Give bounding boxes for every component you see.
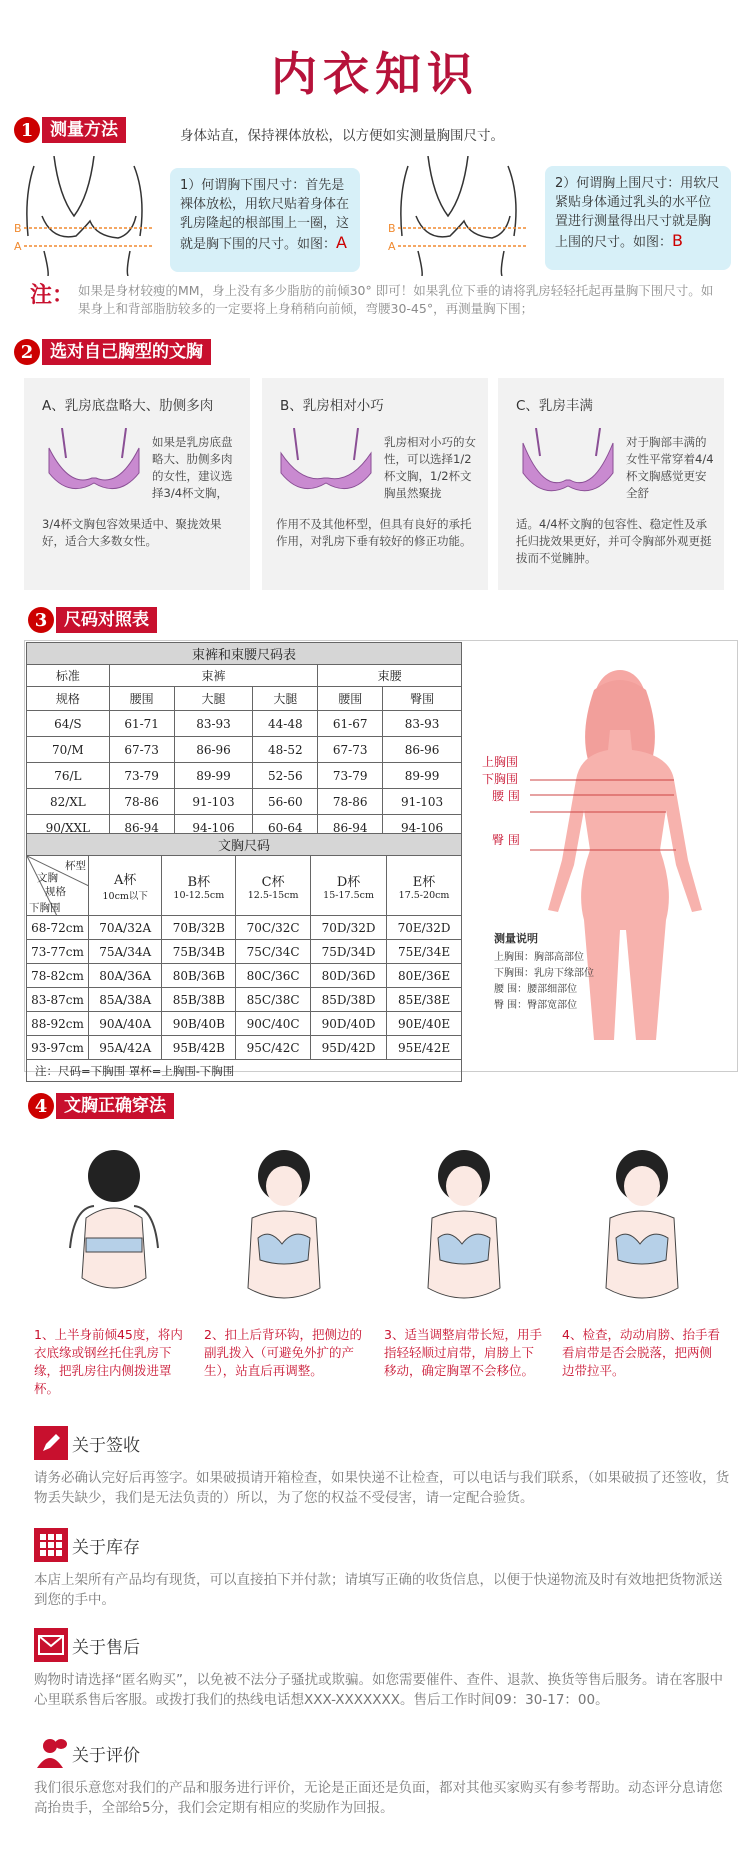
table-cell: 80C/36C: [236, 964, 311, 988]
bubble-underbust: [170, 168, 360, 272]
fig-desc: 腰 围：腰部细部位: [494, 984, 578, 995]
table-cell: 85C/38C: [236, 988, 311, 1012]
table-cell: 83-93: [383, 711, 462, 737]
label-b: B: [388, 222, 396, 235]
table-title: 文胸尺码: [27, 834, 462, 856]
label-a: A: [14, 240, 22, 253]
table-cell: 85E/38E: [387, 988, 462, 1012]
card-title: A、乳房底盘略大、肋侧多肉: [42, 398, 214, 414]
table-cell: 94-106: [174, 815, 253, 841]
table-row: [27, 1012, 462, 1036]
table-cell: 91-103: [174, 789, 253, 815]
table-row: [27, 964, 462, 988]
table-row: [27, 763, 462, 789]
table-cell: 44-48: [253, 711, 318, 737]
cup-name: C杯: [261, 874, 285, 890]
header-standard: 标准: [27, 665, 110, 687]
table-cell: 90E/40E: [387, 1012, 462, 1036]
section-4-header: [28, 1092, 174, 1120]
section-number: 3: [28, 607, 54, 633]
table-cell: 90/XXL: [27, 815, 110, 841]
info-title: 关于评价: [72, 1745, 140, 1766]
table-cell: 93-97cm: [27, 1036, 89, 1060]
table-row: [27, 711, 462, 737]
table-cell: 70E/32D: [387, 916, 462, 940]
table-cell: 90D/40D: [311, 1012, 387, 1036]
table-cell: 73-79: [109, 763, 174, 789]
section-3-header: [28, 606, 157, 634]
info-heading: [34, 1426, 734, 1460]
table-cell: 78-86: [318, 789, 383, 815]
card-bottom-text: 3/4杯文胸包容效果适中、聚拢效果好，适合大多数女性。: [42, 517, 222, 548]
table-cell: 70C/32C: [236, 916, 311, 940]
card-bottom-text: 适。4/4杯文胸的包容性、稳定性及承托归拢效果更好，并可令胸部外观更挺拔而不觉臃肿。: [516, 517, 712, 565]
table-row: [27, 988, 462, 1012]
table-cell: 90B/40B: [162, 1012, 236, 1036]
label-a: A: [388, 240, 396, 253]
info-heading: [34, 1528, 734, 1562]
info-heading: [34, 1736, 734, 1770]
info-review: [34, 1736, 734, 1818]
table-cell: 61-71: [109, 711, 174, 737]
table-row: [27, 1036, 462, 1060]
cup-header: [236, 856, 311, 916]
measure-intro: 身体站直，保持裸体放松，以方便如实测量胸围尺寸。: [180, 128, 504, 144]
cup-range: 12.5-15cm: [247, 889, 299, 901]
table-cell: 60-64: [253, 815, 318, 841]
table-cell: 83-87cm: [27, 988, 89, 1012]
card-title: B、乳房相对小巧: [280, 398, 384, 414]
bubble-overbust-mark: B: [672, 231, 683, 250]
table-cell: 78-86: [109, 789, 174, 815]
torso-illustration-right: [388, 156, 538, 276]
step-2: [204, 1138, 364, 1378]
cup-name: A杯: [114, 873, 137, 888]
col-header: 腰围: [318, 687, 383, 711]
bra-icon: [518, 428, 618, 498]
table-cell: 76/L: [27, 763, 110, 789]
diagonal-header: [27, 856, 89, 916]
bubble-overbust-text: 2）何谓胸上围尺寸：用软尺紧贴身体通过乳头的水平位置进行测量得出尺寸就是胸上围的尺寸。如图：: [555, 176, 720, 250]
table-cell: 82/XL: [27, 789, 110, 815]
info-heading: [34, 1628, 734, 1662]
info-text: 我们很乐意您对我们的产品和服务进行评价，无论是正面还是负面，都对其他买家购买有参考帮助。动态评分息请您高抬贵手，全部给5分，我们会定期有相应的奖励作为回报。: [34, 1780, 723, 1816]
table-footnote: 注：尺码=下胸围 罩杯=上胸围-下胸围: [27, 1060, 462, 1082]
table-cell: 86-96: [383, 737, 462, 763]
table-cell: 86-94: [318, 815, 383, 841]
bra-card-b: [262, 378, 488, 590]
table-cell: 88-92cm: [27, 1012, 89, 1036]
cup-range: 10cm以下: [102, 891, 148, 902]
bra-icon: [276, 428, 376, 498]
table-cell: 70B/32B: [162, 916, 236, 940]
table-cell: 85B/38B: [162, 988, 236, 1012]
header-spec: 规格: [27, 687, 110, 711]
table-cell: 70D/32D: [311, 916, 387, 940]
cup-name: D杯: [336, 874, 361, 890]
bubble-underbust-mark: A: [336, 233, 347, 252]
step-illustration: [562, 1138, 722, 1328]
pen-icon: [34, 1426, 68, 1460]
card-title: C、乳房丰满: [516, 398, 593, 414]
mail-icon: [34, 1628, 68, 1662]
fig-desc: 下胸围：乳房下缘部位: [494, 968, 594, 979]
card-side-text: 如果是乳房底盘略大、肋侧多肉的女性，建议选择3/4杯文胸，: [152, 435, 233, 500]
table-cell: 89-99: [174, 763, 253, 789]
bra-icon: [44, 428, 144, 498]
step-3: [384, 1138, 544, 1378]
diag-label: 下胸围: [29, 902, 61, 914]
info-title: 关于签收: [72, 1435, 140, 1456]
measure-note: [30, 282, 720, 318]
col-header: 大腿: [253, 687, 318, 711]
bubble-underbust-text: 1）何谓胸下围尺寸：首先是裸体放松，用软尺贴着身体在乳房隆起的根部围上一圈，这就是胸下围的尺寸。如图：: [180, 178, 350, 252]
table-cell: 89-99: [383, 763, 462, 789]
step-illustration: [204, 1138, 364, 1328]
table-cell: 48-52: [253, 737, 318, 763]
fig-label: 腰 围: [492, 789, 520, 803]
fig-desc: 臀 围：臀部宽部位: [494, 1000, 578, 1011]
table-cell: 52-56: [253, 763, 318, 789]
table-cell: 75D/34D: [311, 940, 387, 964]
col-header: 大腿: [174, 687, 253, 711]
cup-range: 17.5-20cm: [398, 889, 450, 901]
table-cell: 78-82cm: [27, 964, 89, 988]
table-cell: 73-77cm: [27, 940, 89, 964]
fig-label: 臀 围: [492, 833, 520, 847]
table-cell: 86-94: [109, 815, 174, 841]
table-cell: 95E/42E: [387, 1036, 462, 1060]
table-cell: 61-67: [318, 711, 383, 737]
cup-header: [162, 856, 236, 916]
cup-range: 15-17.5cm: [323, 889, 374, 901]
section-label: 测量方法: [42, 117, 126, 143]
table-cell: 95B/42B: [162, 1036, 236, 1060]
fig-label: 上胸围: [482, 755, 519, 769]
card-bottom-text: 作用不及其他杯型，但具有良好的承托作用，对乳房下垂有较好的修正功能。: [276, 517, 472, 548]
table-cell: 86-96: [174, 737, 253, 763]
section-label: 选对自己胸型的文胸: [42, 339, 211, 365]
info-signing: [34, 1426, 734, 1508]
group-header: 束腰: [318, 665, 462, 687]
table-cell: 70/M: [27, 737, 110, 763]
step-1: [34, 1138, 194, 1396]
step-4: [562, 1138, 722, 1378]
table-cell: 80B/36B: [162, 964, 236, 988]
table-row: [27, 737, 462, 763]
table-cell: 68-72cm: [27, 916, 89, 940]
cup-range: 10-12.5cm: [173, 889, 225, 901]
info-text: 购物时请选择“匿名购买”，以免被不法分子骚扰或欺骗。如您需要催件、查件、退款、换货等售后服务。请在客服中心里联系售后客服。或拨打我们的热线电话想XXX-XXXXXXX。售后工作时间09：30-17：00。: [34, 1672, 723, 1708]
step-illustration: [34, 1138, 194, 1328]
section-label: 文胸正确穿法: [56, 1093, 174, 1119]
table-cell: 80A/36A: [89, 964, 162, 988]
grid-icon: [34, 1528, 68, 1562]
table-cell: 80D/36D: [311, 964, 387, 988]
table-cell: 67-73: [318, 737, 383, 763]
table-cell: 91-103: [383, 789, 462, 815]
body-figure: [470, 650, 732, 1050]
section-number: 1: [14, 117, 40, 143]
step-text: 3、适当调整肩带长短，用手指轻轻顺过肩带，肩膀上下移动，确定胸罩不会移位。: [384, 1327, 542, 1378]
bra-size-table: [26, 833, 462, 1082]
table-cell: 73-79: [318, 763, 383, 789]
table-row: [27, 916, 462, 940]
info-stock: [34, 1528, 734, 1610]
section-2-header: [14, 338, 211, 366]
table-cell: 80E/36E: [387, 964, 462, 988]
table-title: 束裤和束腰尺码表: [27, 643, 462, 665]
cup-header: [387, 856, 462, 916]
col-header: 腰围: [109, 687, 174, 711]
table-cell: 90A/40A: [89, 1012, 162, 1036]
card-side-text: 乳房相对小巧的女性，可以选择1/2杯文胸，1/2杯文胸虽然聚拢: [384, 435, 476, 500]
card-side-text: 对于胸部丰满的女性平常穿着4/4杯文胸感觉更安全舒: [626, 435, 714, 500]
note-head: 注：: [30, 283, 75, 308]
shapewear-size-table: [26, 642, 462, 841]
table-cell: 64/S: [27, 711, 110, 737]
fig-caption: 测量说明: [494, 932, 538, 945]
diag-label: 文胸: [37, 872, 58, 884]
table-cell: 67-73: [109, 737, 174, 763]
fig-label: 下胸围: [482, 772, 519, 786]
section-1-header: [14, 116, 126, 144]
bra-card-a: [24, 378, 250, 590]
section-label: 尺码对照表: [56, 607, 157, 633]
table-cell: 75B/34B: [162, 940, 236, 964]
cup-header: [89, 856, 162, 916]
torso-illustration-left: [14, 156, 164, 276]
table-cell: 95A/42A: [89, 1036, 162, 1060]
info-text: 本店上架所有产品均有现货，可以直接拍下并付款；请填写正确的收货信息，以便于快递物流及时有效地把货物派送到您的手中。: [34, 1572, 723, 1608]
section-number: 2: [14, 339, 40, 365]
cup-header: [311, 856, 387, 916]
diag-label: 规格: [45, 886, 66, 898]
table-cell: 85D/38D: [311, 988, 387, 1012]
cup-name: E杯: [412, 874, 436, 890]
fig-desc: 上胸围：胸部高部位: [494, 952, 584, 963]
info-title: 关于售后: [72, 1637, 140, 1658]
step-text: 2、扣上后背环钩，把侧边的副乳拨入（可避免外扩的产生），站直后再调整。: [204, 1327, 362, 1378]
table-cell: 75E/34E: [387, 940, 462, 964]
step-text: 1、上半身前倾45度，将内衣底缘或钢丝托住乳房下缘，把乳房往内侧拨进罩杯。: [34, 1327, 183, 1396]
table-cell: 83-93: [174, 711, 253, 737]
user-icon: [34, 1736, 68, 1770]
label-b: B: [14, 222, 22, 235]
step-text: 4、检查，动动肩膀、抬手看看肩带是否会脱落，把两侧边带拉平。: [562, 1327, 720, 1378]
table-cell: 75A/34A: [89, 940, 162, 964]
table-cell: 95D/42D: [311, 1036, 387, 1060]
table-row: [27, 789, 462, 815]
info-title: 关于库存: [72, 1537, 140, 1558]
table-cell: 85A/38A: [89, 988, 162, 1012]
section-number: 4: [28, 1093, 54, 1119]
page-title: 内衣知识: [271, 47, 479, 101]
table-cell: 75C/34C: [236, 940, 311, 964]
table-cell: 95C/42C: [236, 1036, 311, 1060]
col-header: 臀围: [383, 687, 462, 711]
table-cell: 56-60: [253, 789, 318, 815]
diag-label: 杯型: [65, 860, 86, 872]
note-text: 如果是身材较瘦的MM，身上没有多少脂肪的前倾30° 即可！如果乳位下垂的请将乳房轻轻托起再量胸下围尺寸。如果身上和背部脂肪较多的一定要将上身稍稍向前倾，弯腰30-45°，再测量胸下围；: [78, 283, 714, 316]
table-cell: 90C/40C: [236, 1012, 311, 1036]
group-header: 束裤: [109, 665, 318, 687]
table-cell: 70A/32A: [89, 916, 162, 940]
info-text: 请务必确认完好后再签字。如果破损请开箱检查，如果快递不让检查，可以电话与我们联系，（如果破损了还签收，货物丢失缺少，我们是无法负责的）所以，为了您的权益不受侵害，请一定配合验货。: [34, 1470, 730, 1506]
table-cell: 94-106: [383, 815, 462, 841]
step-illustration: [384, 1138, 544, 1328]
info-aftersales: [34, 1628, 734, 1710]
table-row: [27, 940, 462, 964]
bubble-overbust: [545, 166, 731, 270]
cup-name: B杯: [187, 874, 211, 890]
bra-card-c: [498, 378, 724, 590]
